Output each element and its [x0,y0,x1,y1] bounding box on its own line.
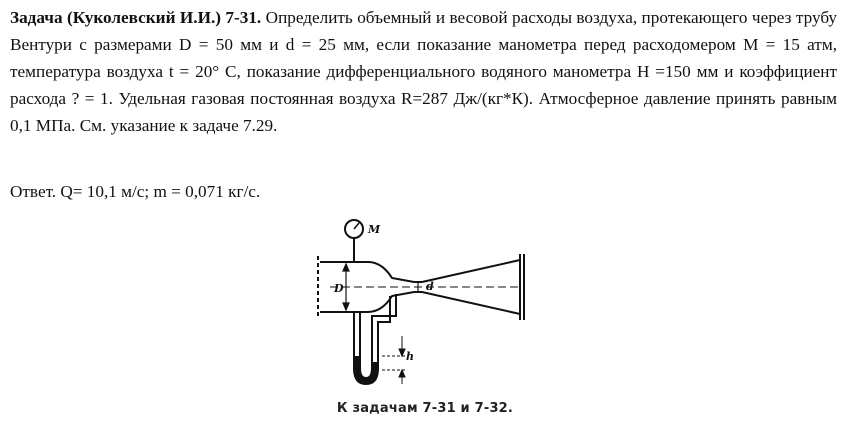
label-M: M [368,223,381,236]
answer-text: Ответ. Q= 10,1 м/с; m = 0,071 кг/с. [10,182,261,201]
problem-heading: Задача (Куколевский И.И.) 7-31. [10,8,262,27]
manometer-liquid [354,356,378,384]
outlet-flange [520,254,524,320]
inlet-pipe-bottom-wall [320,292,414,312]
venturi-diagram [310,212,540,392]
problem-statement [10,4,837,139]
label-D: D [334,282,344,295]
problem-text: Определить объемный и весовой расходы воздуха, протекающего через трубу Вентури с размерами D = 50 мм и d = 25 мм, если показание манометра перед расходомером М = 15 атм, температура воздуха t = 20° С, показание дифференциального водяного манометра H =150 мм и коэффициент расхода ? = 1. Удельная газовая постоянная воздуха R=287 Дж/(кг*К). Атмосферное давление принять равным 0,1 МПа. См. указание к задаче 7.29. [10,8,838,135]
diffuser-top-wall [422,260,520,282]
diffuser-bottom-wall [422,292,520,314]
inlet-pipe-top-wall [320,262,414,282]
label-d: d [426,280,434,293]
label-h: h [406,350,414,363]
figure-caption: К задачам 7-31 и 7-32. [336,401,514,416]
